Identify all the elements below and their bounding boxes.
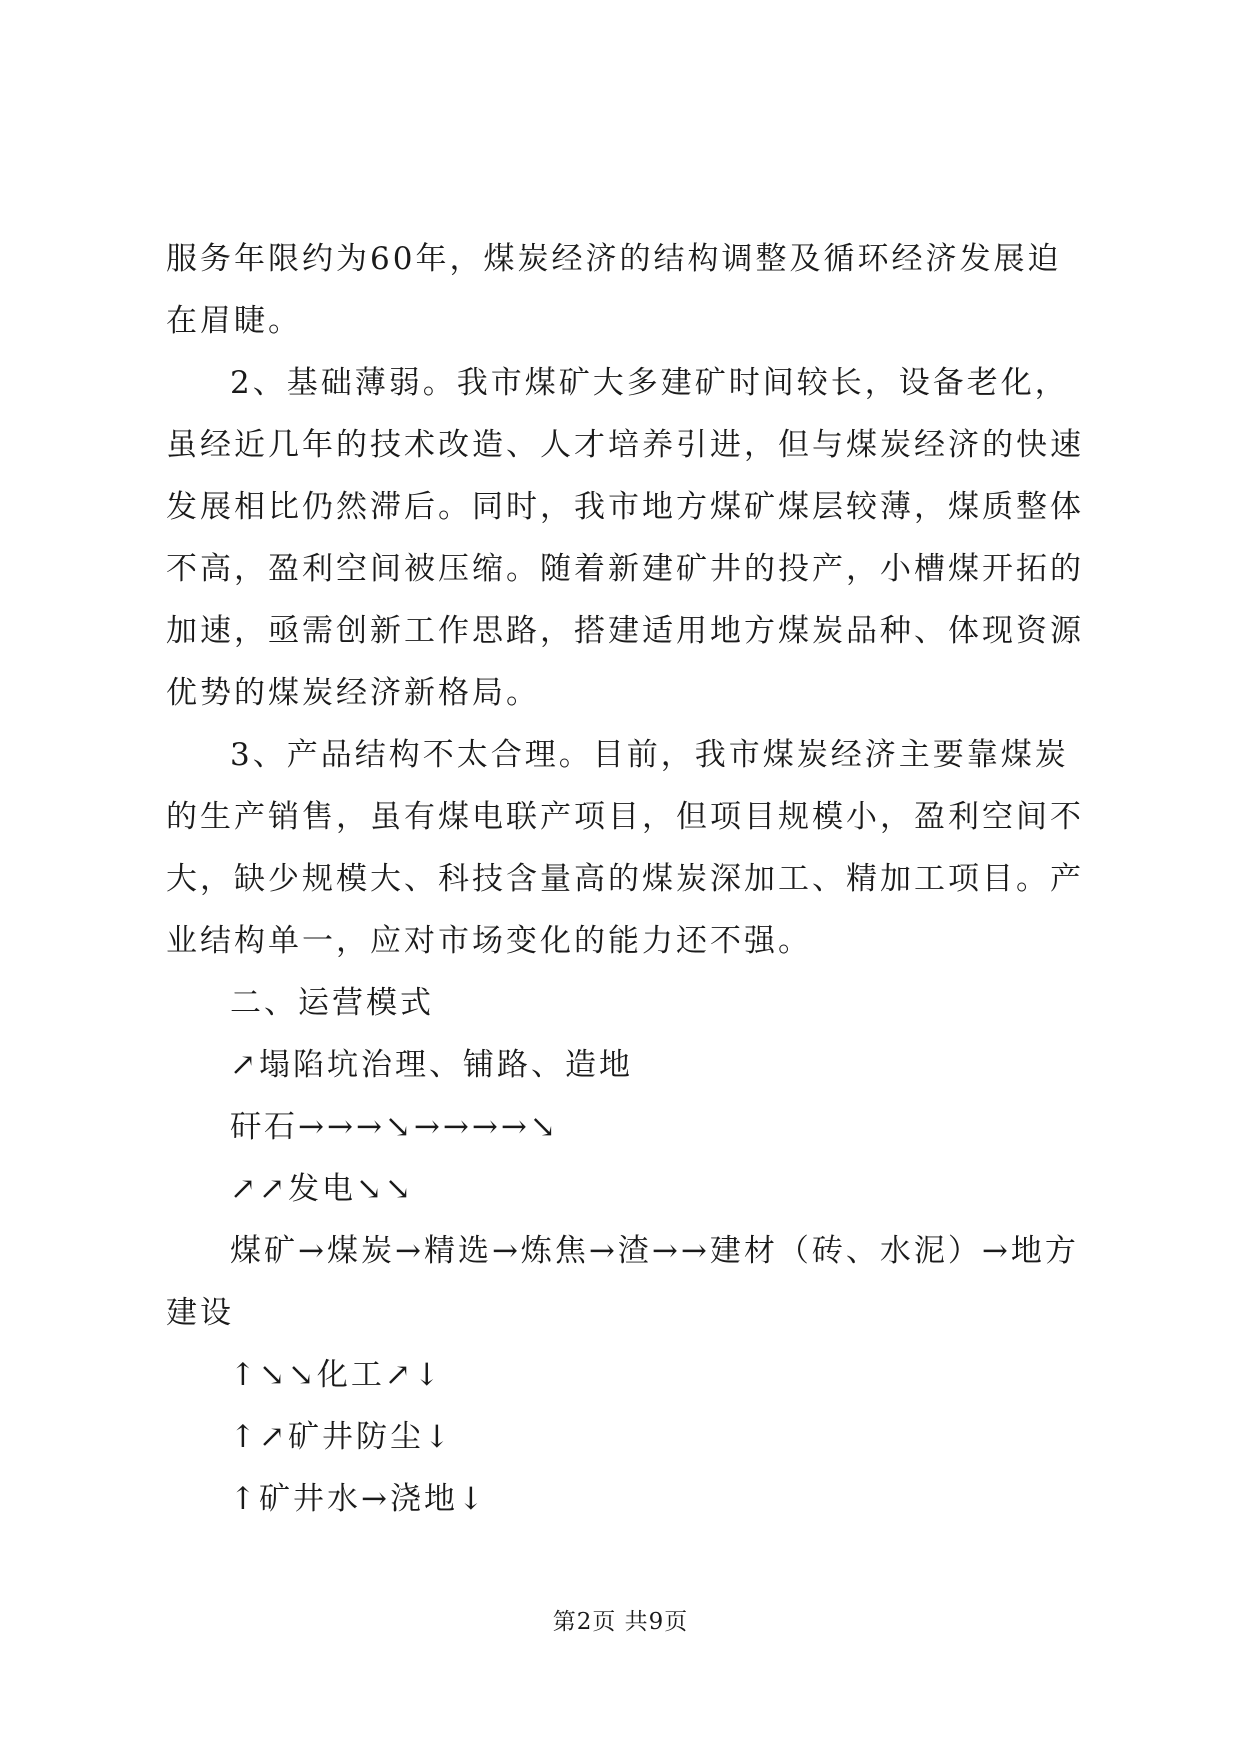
section-heading-operation-mode: 二、运营模式 xyxy=(230,985,434,1021)
flow-line-5: ↑↘↘化工↗↓ xyxy=(230,1357,443,1393)
paragraph-product-structure: 3、产品结构不太合理。目前，我市煤炭经济主要靠煤炭的生产销售，虽有煤电联产项目，但项目规模小，盈利空间不大，缺少规模大、科技含量高的煤炭深加工、精加工项目。产业结构单一，应对市场变化的能力还不强。 xyxy=(166,737,1084,959)
flow-line-7: ↑矿井水→浇地↓ xyxy=(230,1481,487,1517)
page-number-footer: 第2页 共9页 xyxy=(552,1609,689,1635)
flow-line-1: ↗塌陷坑治理、铺路、造地 xyxy=(230,1047,633,1083)
flow-line-4: 煤矿→煤炭→精选→炼焦→渣→→建材（砖、水泥）→地方建设 xyxy=(166,1233,1079,1331)
flow-line-6: ↑↗矿井防尘↓ xyxy=(230,1419,453,1455)
document-body xyxy=(166,228,1086,1530)
flow-line-2: 矸石→→→↘→→→→↘ xyxy=(230,1109,559,1145)
paragraph-weak-foundation: 2、基础薄弱。我市煤矿大多建矿时间较长，设备老化，虽经近几年的技术改造、人才培养引进，但与煤炭经济的快速发展相比仍然滞后。同时，我市地方煤矿煤层较薄，煤质整体不高，盈利空间被压缩。随着新建矿井的投产，小槽煤开拓的加速，亟需创新工作思路，搭建适用地方煤炭品种、体现资源优势的煤炭经济新格局。 xyxy=(166,365,1084,711)
flow-line-3: ↗↗发电↘↘ xyxy=(230,1171,414,1207)
paragraph-continuation: 服务年限约为60年，煤炭经济的结构调整及循环经济发展迫在眉睫。 xyxy=(166,241,1062,339)
